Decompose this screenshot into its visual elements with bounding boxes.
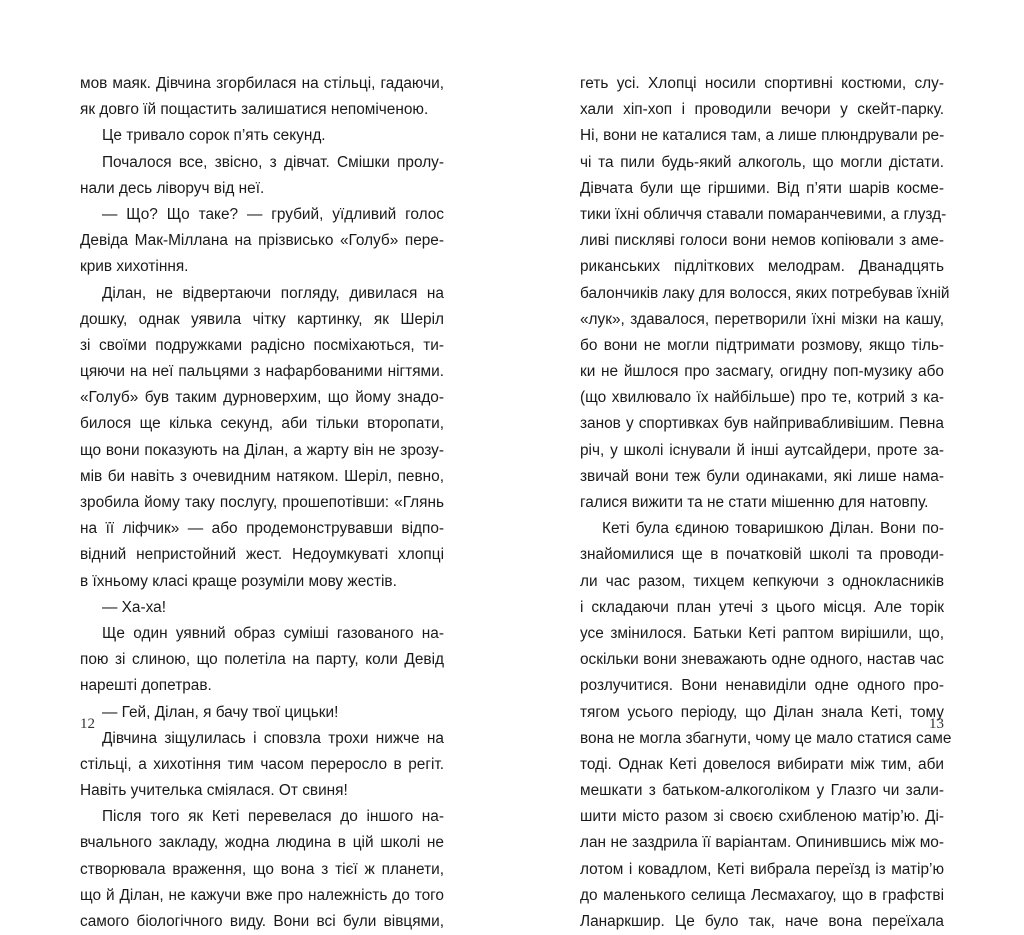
right-page-text	[580, 71, 952, 935]
text-line: Це тривало сорок п’ять секунд.	[102, 127, 326, 145]
text-line: оскільки вони зневажають одне одного, настав час	[580, 651, 944, 669]
text-line: балончиків лаку для волосся, яких потребував їхній	[580, 284, 950, 302]
text-line: відний непристойний жест. Недоумкуваті хлопці	[80, 546, 444, 564]
text-line: риканських підліткових мелодрам. Дванадцять	[580, 258, 944, 276]
text-line: Ділан, не відвертаючи погляду, дивилася на	[102, 284, 444, 302]
text-line: дошку, однак уявила чітку картинку, як Шеріл	[80, 310, 444, 328]
text-line: тягом усього періоду, що Ділан знала Кеті, тому	[580, 703, 944, 721]
text-line: геть усі. Хлопці носили спортивні костюми, слу-	[580, 75, 944, 92]
page-number-left: 12	[80, 716, 95, 732]
text-line: вчального закладу, жодна людина в цій школі не	[80, 834, 444, 852]
text-line: усе змінилося. Батьки Кеті раптом вирішили, що,	[580, 624, 944, 642]
text-line: Ще один уявний образ суміші газованого на-	[102, 624, 444, 642]
text-line: ли час разом, тихцем кепкуючи з однокласників	[580, 572, 944, 590]
text-line: ливі пискляві голоси вони немов копіювали з аме-	[580, 232, 944, 250]
text-line: (що хвилювало їх найбільше) про те, котрий з ка-	[580, 389, 944, 407]
text-line: зробила йому таку послугу, прошепотівши: «Глянь	[80, 494, 444, 511]
text-line: Ні, вони не каталися там, а лише плюндрували ре-	[580, 127, 945, 145]
text-line: Ланаркшир. Це було так, наче вона переїхала	[580, 913, 944, 930]
text-line: самого біологічного виду. Вони всі були вівцями,	[80, 913, 444, 930]
text-line: нали десь ліворуч від неї.	[80, 179, 265, 197]
text-line: — Гей, Ділан, я бачу твої цицьки!	[102, 703, 339, 721]
text-line: чі та пили будь-який алкоголь, що могли дістати.	[580, 153, 944, 171]
text-line: Дівчина зіщулилась і сповзла трохи нижче на	[102, 729, 444, 747]
text-line: хали хіп-хоп і проводили вечори у скейт-парку.	[580, 101, 944, 119]
text-line: мів би навіть з очевидним натяком. Шеріл, певно,	[80, 467, 444, 485]
text-line: галися вижити та не стати мішенню для натовпу.	[580, 494, 929, 511]
text-line: — Що? Що таке? — грубий, уїдливий голос	[102, 205, 444, 223]
text-line: розлучитися. Вони ненавиділи одне одного про-	[580, 677, 944, 695]
text-line: Почалося все, звісно, з дівчат. Смішки пролу-	[102, 153, 444, 171]
text-line: стільці, а хихотіння тим часом переросло в регіт.	[80, 755, 444, 773]
text-line: в їхньому класі краще розуміли мову жестів.	[80, 572, 397, 590]
text-line: цяючи на неї пальцями з нафарбованими нігтями.	[80, 363, 444, 381]
text-line: створювала враження, що вона з тієї ж планети,	[80, 860, 444, 878]
text-line: ки не йшлося про засмагу, огидну поп-музику або	[580, 363, 944, 381]
text-line: Навіть учителька сміялася. От свиня!	[80, 782, 348, 800]
text-line: і складаючи план утечі з цього місця. Але торік	[580, 598, 944, 616]
text-line: Дівчата були ще гіршими. Від п’яти шарів косме-	[580, 179, 944, 197]
text-line: мов маяк. Дівчина згорбилася на стільці, гадаючи,	[80, 75, 444, 92]
text-line: знайомилися ще в початковій школі та проводи-	[580, 546, 944, 564]
text-line: що й Ділан, не кажучи вже про належність до того	[80, 886, 444, 904]
text-line: крив хихотіння.	[80, 258, 189, 276]
text-line: Девіда Мак-Міллана на прізвисько «Голуб» пере-	[80, 232, 444, 250]
text-line: «Голуб» був таким дурноверхим, що йому знадо-	[80, 389, 444, 407]
text-line: лотом і ковадлом, Кеті вибрала переїзд із матір’ю	[580, 860, 944, 878]
text-line: що вони показують на Ділан, а жарту він не зрозу-	[80, 441, 444, 459]
text-line: зі своїми подружками радісно посміхаються, ти-	[80, 336, 444, 354]
text-line: тоді. Однак Кеті довелося вибирати між тим, аби	[580, 755, 944, 773]
text-line: лан не заздрила її варіантам. Опинившись між мо-	[580, 834, 944, 852]
text-line: нарешті допетрав.	[80, 677, 212, 695]
text-line: мешкати з батьком-алкоголіком у Глазго чи зали-	[580, 782, 944, 800]
text-line: до маленького селища Лесмахагоу, що в графстві	[580, 886, 944, 904]
text-line: Кеті була єдиною товаришкою Ділан. Вони по-	[602, 520, 944, 538]
text-line: бо вони не могли підтримати розмову, якщо тіль-	[580, 336, 944, 354]
text-line: річ, у школі існували й інші аутсайдери, проте за-	[580, 441, 944, 459]
text-line: «лук», здавалося, перетворили їхні мізки на кашу,	[580, 310, 944, 328]
text-line: як довго їй пощастить залишатися непоміченою.	[80, 101, 429, 119]
text-line: звичай вони теж були одинаками, які лише нама-	[580, 467, 944, 485]
text-line: на її ліфчик» — або продемонструвавши відпо-	[80, 520, 444, 538]
text-line: билося ще кілька секунд, аби тільки второпати,	[80, 415, 444, 433]
text-line: шити місто разом зі своєю схибленою матір’ю. Ді-	[580, 808, 944, 826]
text-line: пою зі слиною, що полетіла на парту, коли Девід	[80, 651, 444, 669]
text-line: Після того як Кеті перевелася до іншого на-	[102, 808, 444, 826]
text-line: занов у спортивках був найпривабливішим. Певна	[580, 415, 944, 433]
text-line: — Ха-ха!	[102, 598, 166, 616]
page-number-right: 13	[929, 716, 944, 732]
left-page-text	[80, 71, 444, 935]
text-line: тики їхні обличчя ставали помаранчевими, а глузд-	[580, 205, 947, 223]
text-line: вона не могла збагнути, чому це мало статися саме	[580, 729, 952, 747]
